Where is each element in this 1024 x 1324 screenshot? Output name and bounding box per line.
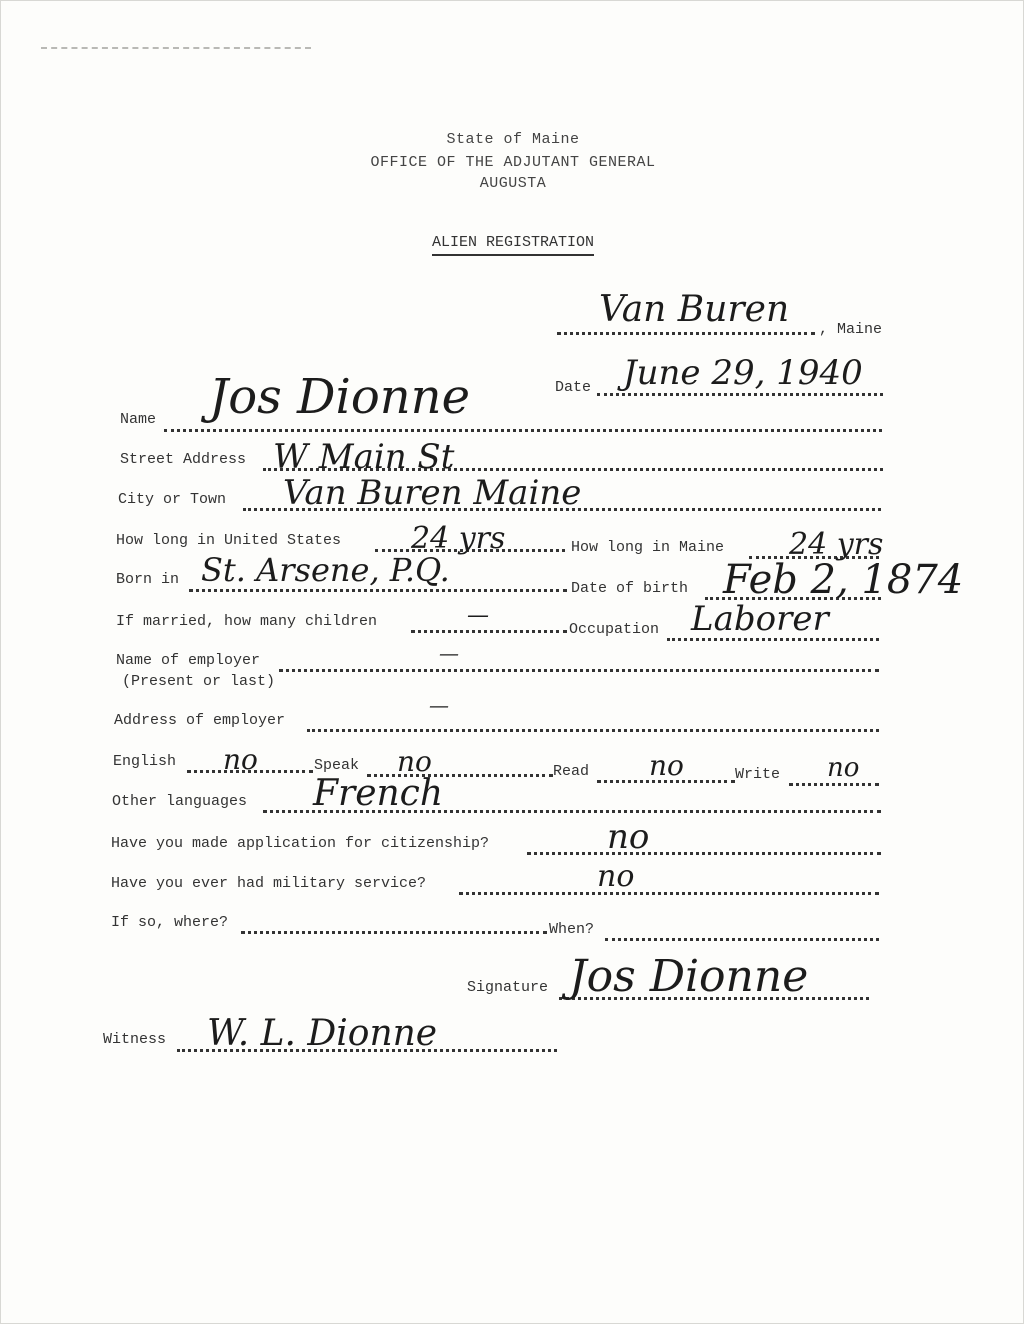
name-value: Jos Dionne bbox=[209, 369, 470, 425]
other-languages-label: Other languages bbox=[112, 793, 248, 810]
location-suffix: , Maine bbox=[819, 321, 883, 338]
read-label: Read bbox=[553, 763, 590, 780]
write-value: no bbox=[827, 753, 860, 783]
name-label: Name bbox=[120, 411, 157, 428]
how-long-us-label: How long in United States bbox=[116, 532, 342, 549]
born-in-value: St. Arsene, P.Q. bbox=[201, 551, 450, 589]
how-long-maine-value: 24 yrs bbox=[789, 527, 884, 562]
header-city: AUGUSTA bbox=[479, 175, 547, 192]
born-in-dots bbox=[189, 589, 567, 592]
employer-address-dots bbox=[307, 729, 879, 732]
header-state: State of Maine bbox=[446, 131, 580, 148]
form-title-text: ALIEN REGISTRATION bbox=[432, 234, 594, 256]
date-of-birth-label: Date of birth bbox=[571, 580, 689, 597]
employer-name-value: — bbox=[439, 641, 459, 665]
citizenship-label: Have you made application for citizenship? bbox=[111, 835, 490, 852]
english-value: no bbox=[223, 743, 258, 776]
witness-label: Witness bbox=[103, 1031, 167, 1048]
employer-name-sublabel: (Present or last) bbox=[122, 673, 276, 690]
when-label: When? bbox=[549, 921, 595, 938]
children-dots bbox=[411, 630, 567, 633]
born-in-label: Born in bbox=[116, 571, 180, 588]
street-address-label: Street Address bbox=[120, 451, 247, 468]
other-languages-value: French bbox=[313, 773, 444, 814]
citizenship-value: no bbox=[607, 817, 650, 857]
if-so-where-label: If so, where? bbox=[111, 914, 229, 931]
english-label: English bbox=[113, 753, 177, 770]
how-long-maine-label: How long in Maine bbox=[571, 539, 725, 556]
employer-name-dots bbox=[279, 669, 879, 672]
date-dots bbox=[597, 393, 883, 396]
name-dots bbox=[164, 429, 882, 432]
date-label: Date bbox=[555, 379, 592, 396]
read-value: no bbox=[649, 749, 684, 782]
signature-value: Jos Dionne bbox=[569, 951, 809, 1002]
children-label: If married, how many children bbox=[116, 613, 378, 630]
city-label: City or Town bbox=[118, 491, 227, 508]
date-of-birth-value: Feb 2, 1874 bbox=[723, 557, 964, 603]
date-value: June 29, 1940 bbox=[623, 353, 863, 393]
city-value: Van Buren Maine bbox=[283, 473, 582, 513]
military-label: Have you ever had military service? bbox=[111, 875, 427, 892]
scan-artifact bbox=[41, 47, 311, 49]
employer-address-label: Address of employer bbox=[114, 712, 286, 729]
how-long-us-value: 24 yrs bbox=[411, 521, 506, 556]
military-dots bbox=[459, 892, 879, 895]
if-so-where-dots bbox=[241, 931, 547, 934]
employer-name-label: Name of employer bbox=[116, 652, 261, 669]
children-value: — bbox=[467, 603, 489, 628]
location-dots bbox=[557, 332, 815, 335]
witness-value: W. L. Dionne bbox=[207, 1013, 438, 1054]
occupation-label: Occupation bbox=[569, 621, 660, 638]
speak-label: Speak bbox=[314, 757, 360, 774]
form-title bbox=[1, 234, 1024, 251]
write-dots bbox=[789, 783, 879, 786]
header-office: OFFICE OF THE ADJUTANT GENERAL bbox=[370, 154, 656, 171]
citizenship-dots bbox=[527, 852, 881, 855]
write-label: Write bbox=[735, 766, 781, 783]
military-value: no bbox=[597, 859, 635, 894]
speak-value: no bbox=[397, 745, 432, 778]
signature-label: Signature bbox=[467, 979, 549, 996]
when-dots bbox=[605, 938, 879, 941]
occupation-value: Laborer bbox=[691, 599, 829, 639]
employer-address-value: — bbox=[429, 693, 449, 717]
location-value: Van Buren bbox=[599, 289, 790, 330]
street-address-value: W Main St bbox=[273, 437, 455, 477]
